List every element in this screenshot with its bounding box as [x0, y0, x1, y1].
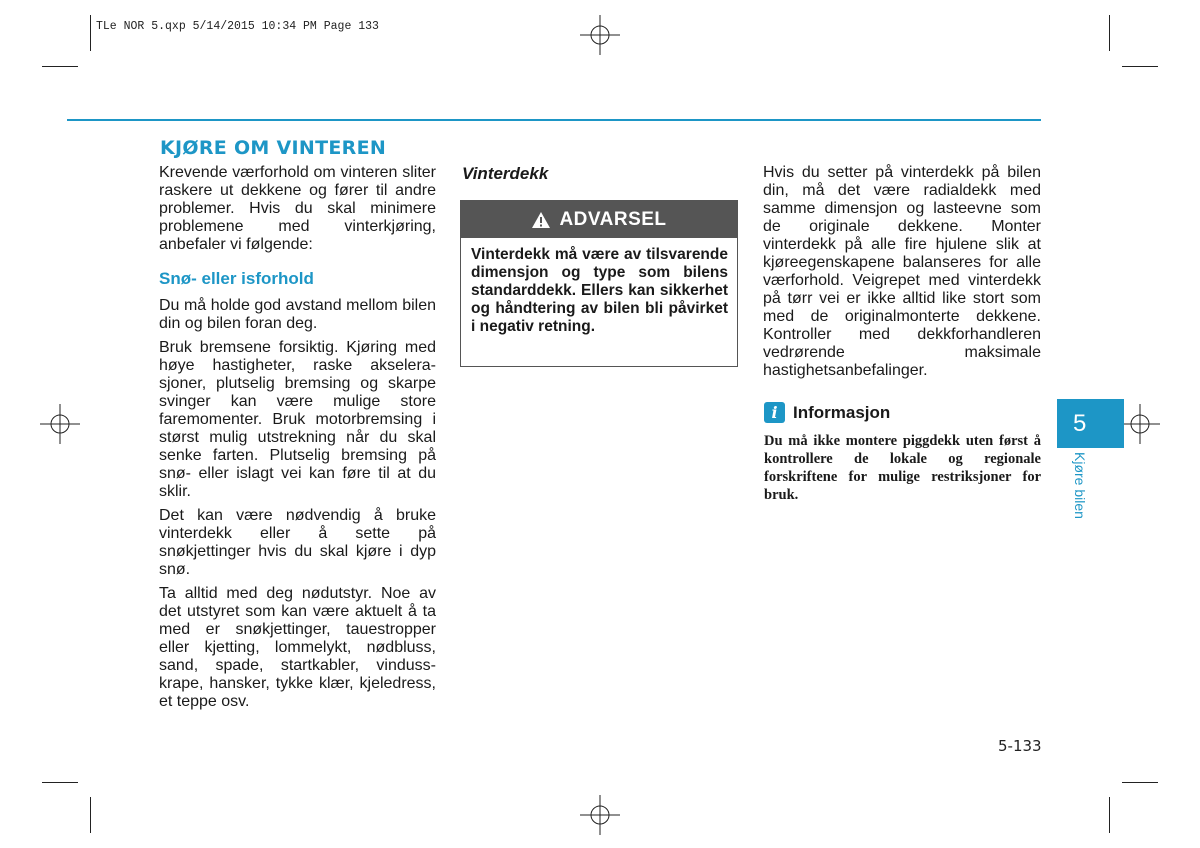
info-label: Informasjon [793, 402, 891, 422]
registration-mark-left [40, 404, 80, 444]
warning-text: Vinterdekk må være av tilsvarende dimensjon og type som bilens standarddekk. Ellers kan sikkerhet og håndtering av bilen bli påvirket i negativ retning. [471, 246, 728, 335]
registration-mark-bottom [580, 795, 620, 835]
chapter-tab [1057, 399, 1124, 448]
header-rule [67, 119, 1041, 121]
paragraph: Du må holde god avstand mellom bilen din og bilen foran deg. [159, 297, 436, 332]
registration-mark-right [1120, 404, 1160, 444]
right-paragraph: Hvis du setter på vinterdekk på bilen din, må det være radialdekk med samme dimensjon og lasteevne som de originale dekkene. Monter vinterdekk på alle fire hjulene slik at kjøreegenskapene balanseres for alle værforhold. Veigrepet med vinterdekk på tørr vei er ikke alltid like stort som med de originalmonterte dekkene. Kontroller med dekkforhandleren vedrørende maksimale hastighetsanbefalinger. [763, 164, 1041, 379]
section-title: KJØRE OM VINTEREN [160, 137, 387, 159]
paragraph: Det kan være nødvendig å bruke vinterdekk eller å sette på snøkjettinger hvis du skal kjøre i dyp snø. [159, 507, 436, 578]
paragraph: Ta alltid med deg nødutstyr. Noe av det utstyret som kan være aktuelt å ta med er snøkjettinger, tauestropper eller kjetting, lommelykt, nødbluss, sand, spade, startkabler, vindusskrape, hansker, tykke klær, kjeledress, et teppe osv. [159, 585, 436, 710]
warning-label: ADVARSEL [559, 208, 667, 230]
print-slug: TLe NOR 5.qxp 5/14/2015 10:34 PM Page 133 [96, 20, 379, 33]
warning-header [461, 201, 737, 238]
info-text: Du må ikke montere piggdekk uten først å kontrollere de lokale og regionale forskriftene for mulige restriksjoner for bruk. [764, 433, 1041, 503]
registration-mark-top [580, 15, 620, 55]
left-column [159, 164, 436, 717]
vinterdekk-heading: Vinterdekk [462, 164, 549, 183]
chapter-label: Kjøre bilen [1072, 452, 1088, 519]
paragraph: Bruk bremsene forsiktig. Kjøring med høye hastigheter, raske akselerasjoner, plutselig bremsing og skarpe svinger kan være mulige store faremomenter. Bruk motorbremsing i størst mulig utstrekning når du skal senke farten. Plutselig bremsing på snø- eller islagt vei kan føre til at du sklir. [159, 339, 436, 500]
page-number: 5-133 [998, 737, 1042, 755]
intro-paragraph: Krevende værforhold om vinteren sliter raskere ut dekkene og fører til andre problemer. Hvis du skal minimere problemene med vinterkjøring, anbefaler vi følgende: [159, 164, 436, 253]
warning-triangle-icon [531, 211, 551, 229]
info-icon: i [764, 402, 785, 423]
subheading-snow-ice: Snø- eller isforhold [159, 269, 314, 288]
chapter-number: 5 [1073, 409, 1087, 437]
info-heading [764, 402, 890, 423]
right-column [763, 164, 1041, 386]
warning-box [460, 200, 738, 367]
